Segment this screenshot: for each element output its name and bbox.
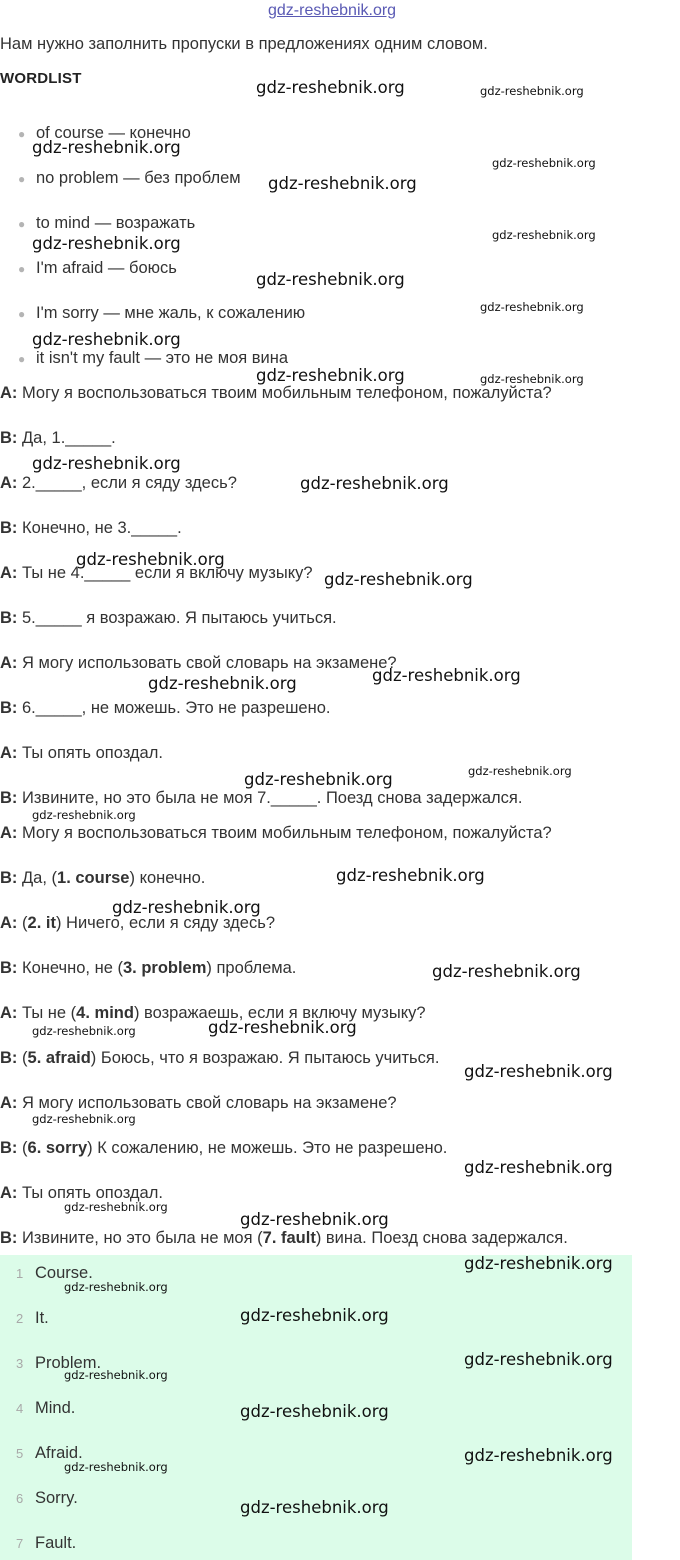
watermark: gdz-reshebnik.org (240, 1402, 389, 1421)
watermark: gdz-reshebnik.org (256, 270, 405, 289)
answer-text: Sorry. (35, 1489, 78, 1507)
watermark: gdz-reshebnik.org (244, 770, 393, 789)
line-text: Да, ( (17, 869, 58, 887)
speaker-label: A: (0, 654, 18, 672)
watermark: gdz-reshebnik.org (492, 228, 596, 242)
line-text: Могу я воспользоваться твоим мобильным телефоном, пожалуйста? (17, 824, 552, 842)
answer-row (16, 1309, 49, 1328)
line-text: Ты не 4._____ если я включу музыку? (17, 564, 313, 582)
watermark: gdz-reshebnik.org (464, 1254, 613, 1273)
watermark: gdz-reshebnik.org (256, 366, 405, 385)
speaker-label: A: (0, 824, 18, 842)
line-text: ) Боюсь, что я возражаю. Я пытаюсь учиться. (90, 1049, 440, 1067)
exercise-line (0, 699, 330, 718)
watermark: gdz-reshebnik.org (464, 1446, 613, 1465)
watermark: gdz-reshebnik.org (336, 866, 485, 885)
solution-line (0, 1229, 568, 1248)
watermark: gdz-reshebnik.org (464, 1158, 613, 1177)
watermark: gdz-reshebnik.org (268, 174, 417, 193)
line-text: Извините, но это была не моя 7._____. Поезд снова задержался. (17, 789, 523, 807)
answer-number: 2 (16, 1311, 24, 1326)
watermark: gdz-reshebnik.org (480, 300, 584, 314)
watermark: gdz-reshebnik.org (240, 1210, 389, 1229)
speaker-label: A: (0, 1184, 18, 1202)
answer-row (16, 1534, 76, 1553)
wordlist-item-text: it isn't my fault — это не моя вина (36, 349, 289, 367)
answer-number: 3 (16, 1356, 24, 1371)
watermark: gdz-reshebnik.org (432, 962, 581, 981)
line-text: Я могу использовать свой словарь на экзамене? (17, 1094, 397, 1112)
speaker-label: B: (0, 519, 18, 537)
watermark: gdz-reshebnik.org (32, 808, 136, 822)
line-text: Извините, но это была не моя ( (17, 1229, 263, 1247)
exercise-line (0, 519, 182, 538)
watermark: gdz-reshebnik.org (240, 1498, 389, 1517)
answer-word: 3. problem (122, 959, 207, 977)
wordlist-item (18, 169, 241, 188)
wordlist-item-text: I'm sorry — мне жаль, к сожалению (36, 304, 306, 322)
answer-word: 5. afraid (27, 1049, 91, 1067)
watermark: gdz-reshebnik.org (240, 1306, 389, 1325)
exercise-line (0, 609, 337, 628)
line-text: Я могу использовать свой словарь на экзамене? (17, 654, 397, 672)
answer-text: Mind. (35, 1399, 76, 1417)
line-text: 2._____, если я сяду здесь? (17, 474, 237, 492)
speaker-label: B: (0, 1229, 18, 1247)
speaker-label: B: (0, 429, 18, 447)
watermark: gdz-reshebnik.org (208, 1018, 357, 1037)
exercise-line (0, 654, 397, 673)
answer-number: 1 (16, 1266, 24, 1281)
exercise-line (0, 384, 552, 403)
answer-text: Course. (35, 1264, 93, 1282)
task-intro: Нам нужно заполнить пропуски в предложениях одним словом. (0, 35, 488, 53)
answer-row (16, 1489, 78, 1508)
wordlist-item-text: I'm afraid — боюсь (36, 259, 177, 277)
wordlist-item (18, 259, 177, 278)
speaker-label: B: (0, 869, 18, 887)
line-text: 6._____, не можешь. Это не разрешено. (17, 699, 331, 717)
speaker-label: A: (0, 744, 18, 762)
answer-text: Problem. (35, 1354, 102, 1372)
solution-line (0, 1094, 397, 1113)
solution-line (0, 869, 205, 888)
site-link[interactable]: gdz-reshebnik.org (268, 2, 397, 19)
watermark: gdz-reshebnik.org (32, 138, 181, 157)
watermark: gdz-reshebnik.org (32, 454, 181, 473)
answer-number: 5 (16, 1446, 24, 1461)
exercise-line (0, 429, 116, 448)
speaker-label: B: (0, 1139, 18, 1157)
bullet-icon: ● (18, 352, 26, 366)
answer-text: Afraid. (35, 1444, 83, 1462)
wordlist-item-text: to mind — возражать (36, 214, 196, 232)
line-text: Да, 1._____. (17, 429, 116, 447)
wordlist-item (18, 349, 288, 368)
watermark: gdz-reshebnik.org (324, 570, 473, 589)
exercise-line (0, 474, 237, 493)
line-text: ( (17, 1049, 28, 1067)
line-text: ( (17, 1139, 28, 1157)
speaker-label: B: (0, 609, 18, 627)
answer-text: Fault. (35, 1534, 77, 1552)
watermark: gdz-reshebnik.org (468, 764, 572, 778)
answer-word: 7. fault (262, 1229, 316, 1247)
answer-word: 6. sorry (27, 1139, 88, 1157)
speaker-label: A: (0, 474, 18, 492)
wordlist-item (18, 214, 195, 233)
watermark: gdz-reshebnik.org (464, 1062, 613, 1081)
wordlist-heading: WORDLIST (0, 70, 82, 87)
speaker-label: A: (0, 564, 18, 582)
speaker-label: A: (0, 1094, 18, 1112)
line-text: ) возражаешь, если я включу музыку? (133, 1004, 426, 1022)
line-text: ) Ничего, если я сяду здесь? (55, 914, 275, 932)
watermark: gdz-reshebnik.org (32, 330, 181, 349)
watermark: gdz-reshebnik.org (64, 1460, 168, 1474)
solution-line (0, 959, 296, 978)
watermark: gdz-reshebnik.org (492, 156, 596, 170)
watermark: gdz-reshebnik.org (64, 1368, 168, 1382)
watermark: gdz-reshebnik.org (112, 898, 261, 917)
speaker-label: B: (0, 789, 18, 807)
watermark: gdz-reshebnik.org (480, 84, 584, 98)
bullet-icon: ● (18, 307, 26, 321)
answer-word: 2. it (27, 914, 56, 932)
line-text: ( (17, 914, 28, 932)
solution-line (0, 1139, 447, 1158)
answer-number: 7 (16, 1536, 24, 1551)
watermark: gdz-reshebnik.org (372, 666, 521, 685)
answer-number: 6 (16, 1491, 24, 1506)
answer-text: It. (35, 1309, 49, 1327)
watermark: gdz-reshebnik.org (300, 474, 449, 493)
bullet-icon: ● (18, 217, 26, 231)
wordlist-item (18, 304, 305, 323)
answer-number: 4 (16, 1401, 24, 1416)
line-text: Конечно, не ( (17, 959, 123, 977)
bullet-icon: ● (18, 262, 26, 276)
speaker-label: A: (0, 914, 18, 932)
line-text: 5._____ я возражаю. Я пытаюсь учиться. (17, 609, 337, 627)
watermark: gdz-reshebnik.org (32, 1112, 136, 1126)
watermark: gdz-reshebnik.org (32, 234, 181, 253)
exercise-line (0, 789, 522, 808)
watermark: gdz-reshebnik.org (76, 550, 225, 569)
exercise-line (0, 744, 163, 763)
wordlist-item-text: of course — конечно (36, 124, 191, 142)
watermark: gdz-reshebnik.org (464, 1350, 613, 1369)
line-text: ) К сожалению, не можешь. Это не разрешено. (87, 1139, 448, 1157)
watermark: gdz-reshebnik.org (256, 78, 405, 97)
line-text: ) вина. Поезд снова задержался. (315, 1229, 568, 1247)
line-text: ) конечно. (129, 869, 206, 887)
watermark: gdz-reshebnik.org (148, 674, 297, 693)
line-text: Конечно, не 3._____. (17, 519, 182, 537)
watermark: gdz-reshebnik.org (480, 372, 584, 386)
line-text: Ты опять опоздал. (17, 1184, 163, 1202)
bullet-icon: ● (18, 127, 26, 141)
speaker-label: A: (0, 1004, 18, 1022)
speaker-label: B: (0, 1049, 18, 1067)
solution-line (0, 824, 552, 843)
speaker-label: A: (0, 384, 18, 402)
solution-line (0, 1049, 439, 1068)
speaker-label: B: (0, 959, 18, 977)
line-text: Ты опять опоздал. (17, 744, 163, 762)
answer-row (16, 1399, 75, 1418)
line-text: ) проблема. (206, 959, 297, 977)
bullet-icon: ● (18, 172, 26, 186)
line-text: Ты не ( (17, 1004, 77, 1022)
watermark: gdz-reshebnik.org (64, 1280, 168, 1294)
line-text: Могу я воспользоваться твоим мобильным телефоном, пожалуйста? (17, 384, 552, 402)
watermark: gdz-reshebnik.org (32, 1024, 136, 1038)
answer-word: 1. course (57, 869, 130, 887)
wordlist-item-text: no problem — без проблем (36, 169, 241, 187)
watermark: gdz-reshebnik.org (64, 1200, 168, 1214)
speaker-label: B: (0, 699, 18, 717)
answer-word: 4. mind (76, 1004, 134, 1022)
